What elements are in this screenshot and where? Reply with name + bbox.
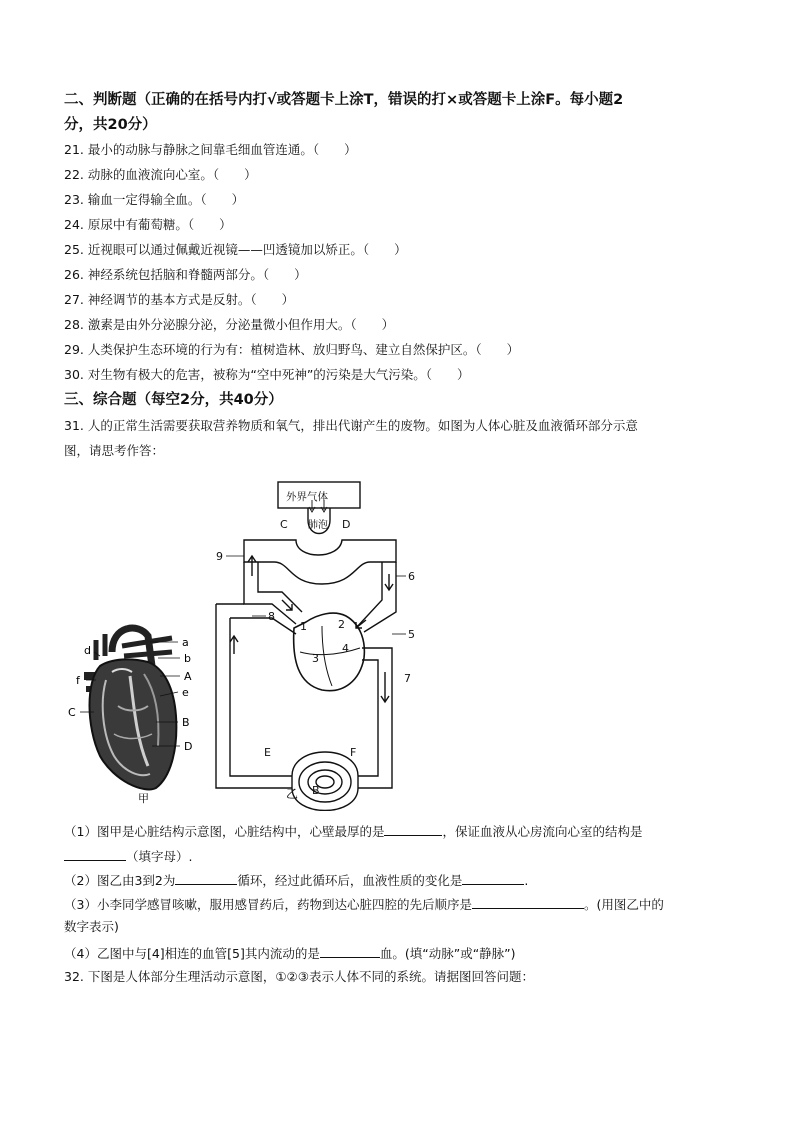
circ-label-4: 4 (342, 642, 349, 655)
question-27: 27. 神经调节的基本方式是反射。（ ） (64, 292, 295, 307)
section2-title-line1: 二、判断题（正确的在括号内打√或答题卡上涂T，错误的打×或答题卡上涂F。每小题2 (64, 92, 624, 108)
q31-sub1-text-b: ，保证血液从心房流向心室的结构是 (442, 824, 643, 839)
circ-label-F: F (350, 746, 357, 759)
q31-sub2-text-a: （2）图乙由3到2为 (64, 873, 176, 888)
circ-label-9: 9 (216, 550, 223, 563)
alveolus-label: 肺泡 (308, 520, 328, 531)
q31-sub3-text-a: （3）小李同学感冒咳嗽，服用感冒药后，药物到达心脏四腔的先后顺序是 (64, 897, 472, 912)
q31-sub2-text-b: 循环，经过此循环后，血液性质的变化是 (237, 873, 463, 888)
heart-diagram-caption: 甲 (138, 792, 149, 805)
heart-label-C: C (68, 706, 76, 719)
q31-sub3-line1 (64, 894, 664, 914)
heart-label-A: A (184, 670, 192, 683)
q31-sub4 (64, 943, 516, 963)
section3-title: 三、综合题（每空2分，共40分） (64, 392, 283, 408)
circ-label-C: C (280, 518, 288, 531)
circ-label-8: 8 (268, 610, 275, 623)
heart-label-D: D (184, 740, 193, 753)
q31-sub1-text-c: （填字母）. (126, 849, 193, 864)
question-25: 25. 近视眼可以通过佩戴近视镜——凹透镜加以矫正。（ ） (64, 242, 407, 257)
question-23: 23. 输血一定得输全血。（ ） (64, 192, 245, 207)
heart-label-B: B (182, 716, 190, 729)
circ-label-1: 1 (300, 620, 307, 633)
q31-sub1-line2 (64, 846, 192, 866)
answer-blank[interactable] (462, 870, 524, 885)
circ-label-3: 3 (312, 652, 319, 665)
heart-label-a: a (182, 636, 189, 649)
q31-sub4-text-a: （4）乙图中与[4]相连的血管[5]其内流动的是 (64, 946, 320, 961)
answer-blank[interactable] (64, 846, 126, 861)
answer-blank[interactable] (384, 821, 442, 836)
question-32-stem: 32. 下图是人体部分生理活动示意图，①②③表示人体不同的系统。请据图回答问题： (64, 969, 534, 984)
q31-sub2-text-c: . (524, 873, 529, 888)
heart-label-e: e (182, 686, 189, 699)
heart-label-b: b (184, 652, 191, 665)
heart-structure-diagram (68, 628, 192, 805)
q31-sub4-text-b: 血。(填“动脉”或“静脉”) (379, 946, 516, 961)
circulation-labels (216, 490, 415, 801)
heart-label-d: d (84, 644, 91, 657)
blood-circulation-diagram (216, 482, 406, 811)
circ-label-7: 7 (404, 672, 411, 685)
answer-blank[interactable] (175, 870, 237, 885)
q31-sub2 (64, 870, 528, 890)
answer-blank[interactable] (472, 894, 584, 909)
q31-sub3-text-b: 。(用图乙中的 (583, 897, 664, 912)
question-22: 22. 动脉的血液流向心室。（ ） (64, 167, 257, 182)
heart-label-f: f (76, 674, 80, 687)
circulation-diagram-caption: 乙 (286, 787, 299, 801)
circ-label-6: 6 (408, 570, 415, 583)
question-24: 24. 原尿中有葡萄糖。（ ） (64, 217, 232, 232)
heart-circulation-figure (60, 476, 440, 811)
circ-label-2: 2 (338, 618, 345, 631)
q31-sub1-line1 (64, 821, 642, 841)
answer-blank[interactable] (320, 943, 380, 958)
question-29: 29. 人类保护生态环境的行为有：植树造林、放归野鸟、建立自然保护区。（ ） (64, 342, 520, 357)
q31-sub3-line2: 数字表示) (64, 919, 119, 934)
q31-sub1-text-a: （1）图甲是心脏结构示意图，心脏结构中，心壁最厚的是 (64, 824, 385, 839)
question-28: 28. 激素是由外分泌腺分泌，分泌量微小但作用大。（ ） (64, 317, 395, 332)
question-30: 30. 对生物有极大的危害，被称为“空中死神”的污染是大气污染。（ ） (64, 367, 470, 382)
question-21: 21. 最小的动脉与静脉之间靠毛细血管连通。（ ） (64, 142, 357, 157)
question-31-stem-line2: 图，请思考作答： (64, 443, 165, 458)
circ-label-5: 5 (408, 628, 415, 641)
circ-label-E: E (264, 746, 271, 759)
circ-label-D: D (342, 518, 351, 531)
question-26: 26. 神经系统包括脑和脊髓两部分。（ ） (64, 267, 307, 282)
external-air-label: 外界气体 (286, 491, 328, 503)
section2-title-line2: 分，共20分） (64, 117, 157, 133)
circ-label-B: B (312, 784, 320, 797)
question-31-stem-line1: 31. 人的正常生活需要获取营养物质和氧气，排出代谢产生的废物。如图为人体心脏及血液循环部分示意 (64, 418, 638, 433)
